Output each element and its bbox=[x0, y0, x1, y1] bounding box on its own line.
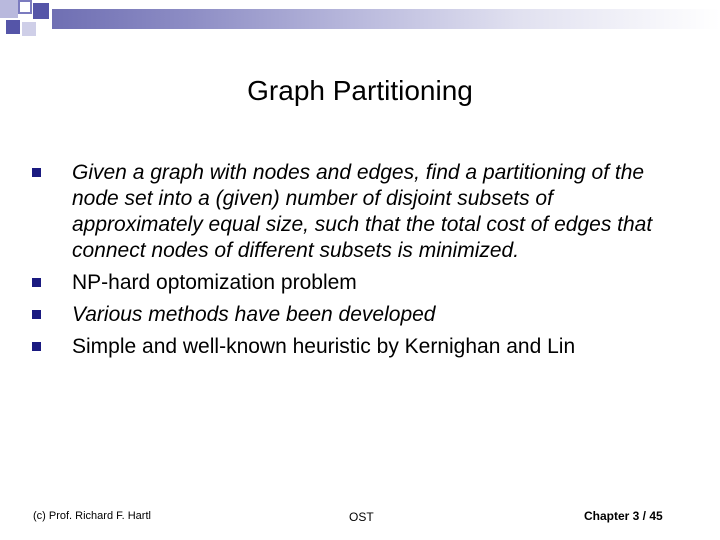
deco-square bbox=[0, 0, 18, 18]
footer-page-number: Chapter 3 / 45 bbox=[584, 509, 663, 523]
footer-course: OST bbox=[349, 510, 374, 524]
footer-author: (c) Prof. Richard F. Hartl bbox=[33, 510, 151, 522]
bullet-item bbox=[32, 302, 672, 328]
square-bullet-icon bbox=[32, 278, 41, 287]
header-decoration bbox=[0, 0, 720, 50]
header-gradient-bar bbox=[52, 9, 720, 29]
deco-square bbox=[33, 3, 49, 19]
bullet-item bbox=[32, 334, 672, 360]
bullet-item bbox=[32, 160, 672, 264]
square-bullet-icon bbox=[32, 310, 41, 319]
bullet-text: Various methods have been developed bbox=[72, 303, 436, 326]
bullet-text: Simple and well-known heuristic by Kernighan and Lin bbox=[72, 335, 576, 358]
deco-square bbox=[22, 22, 36, 36]
deco-square bbox=[18, 0, 32, 14]
bullet-list bbox=[32, 160, 672, 366]
bullet-text: NP-hard optomization problem bbox=[72, 271, 357, 294]
slide-title: Graph Partitioning bbox=[247, 75, 473, 106]
deco-square bbox=[6, 20, 20, 34]
bullet-text: Given a graph with nodes and edges, find a partitioning of the node set into a (given) number of disjoint subsets of approximately equal size, such that the total cost of edges that connect nodes of different subsets is minimized. bbox=[72, 161, 653, 262]
square-bullet-icon bbox=[32, 168, 41, 177]
bullet-item bbox=[32, 270, 672, 296]
square-bullet-icon bbox=[32, 342, 41, 351]
